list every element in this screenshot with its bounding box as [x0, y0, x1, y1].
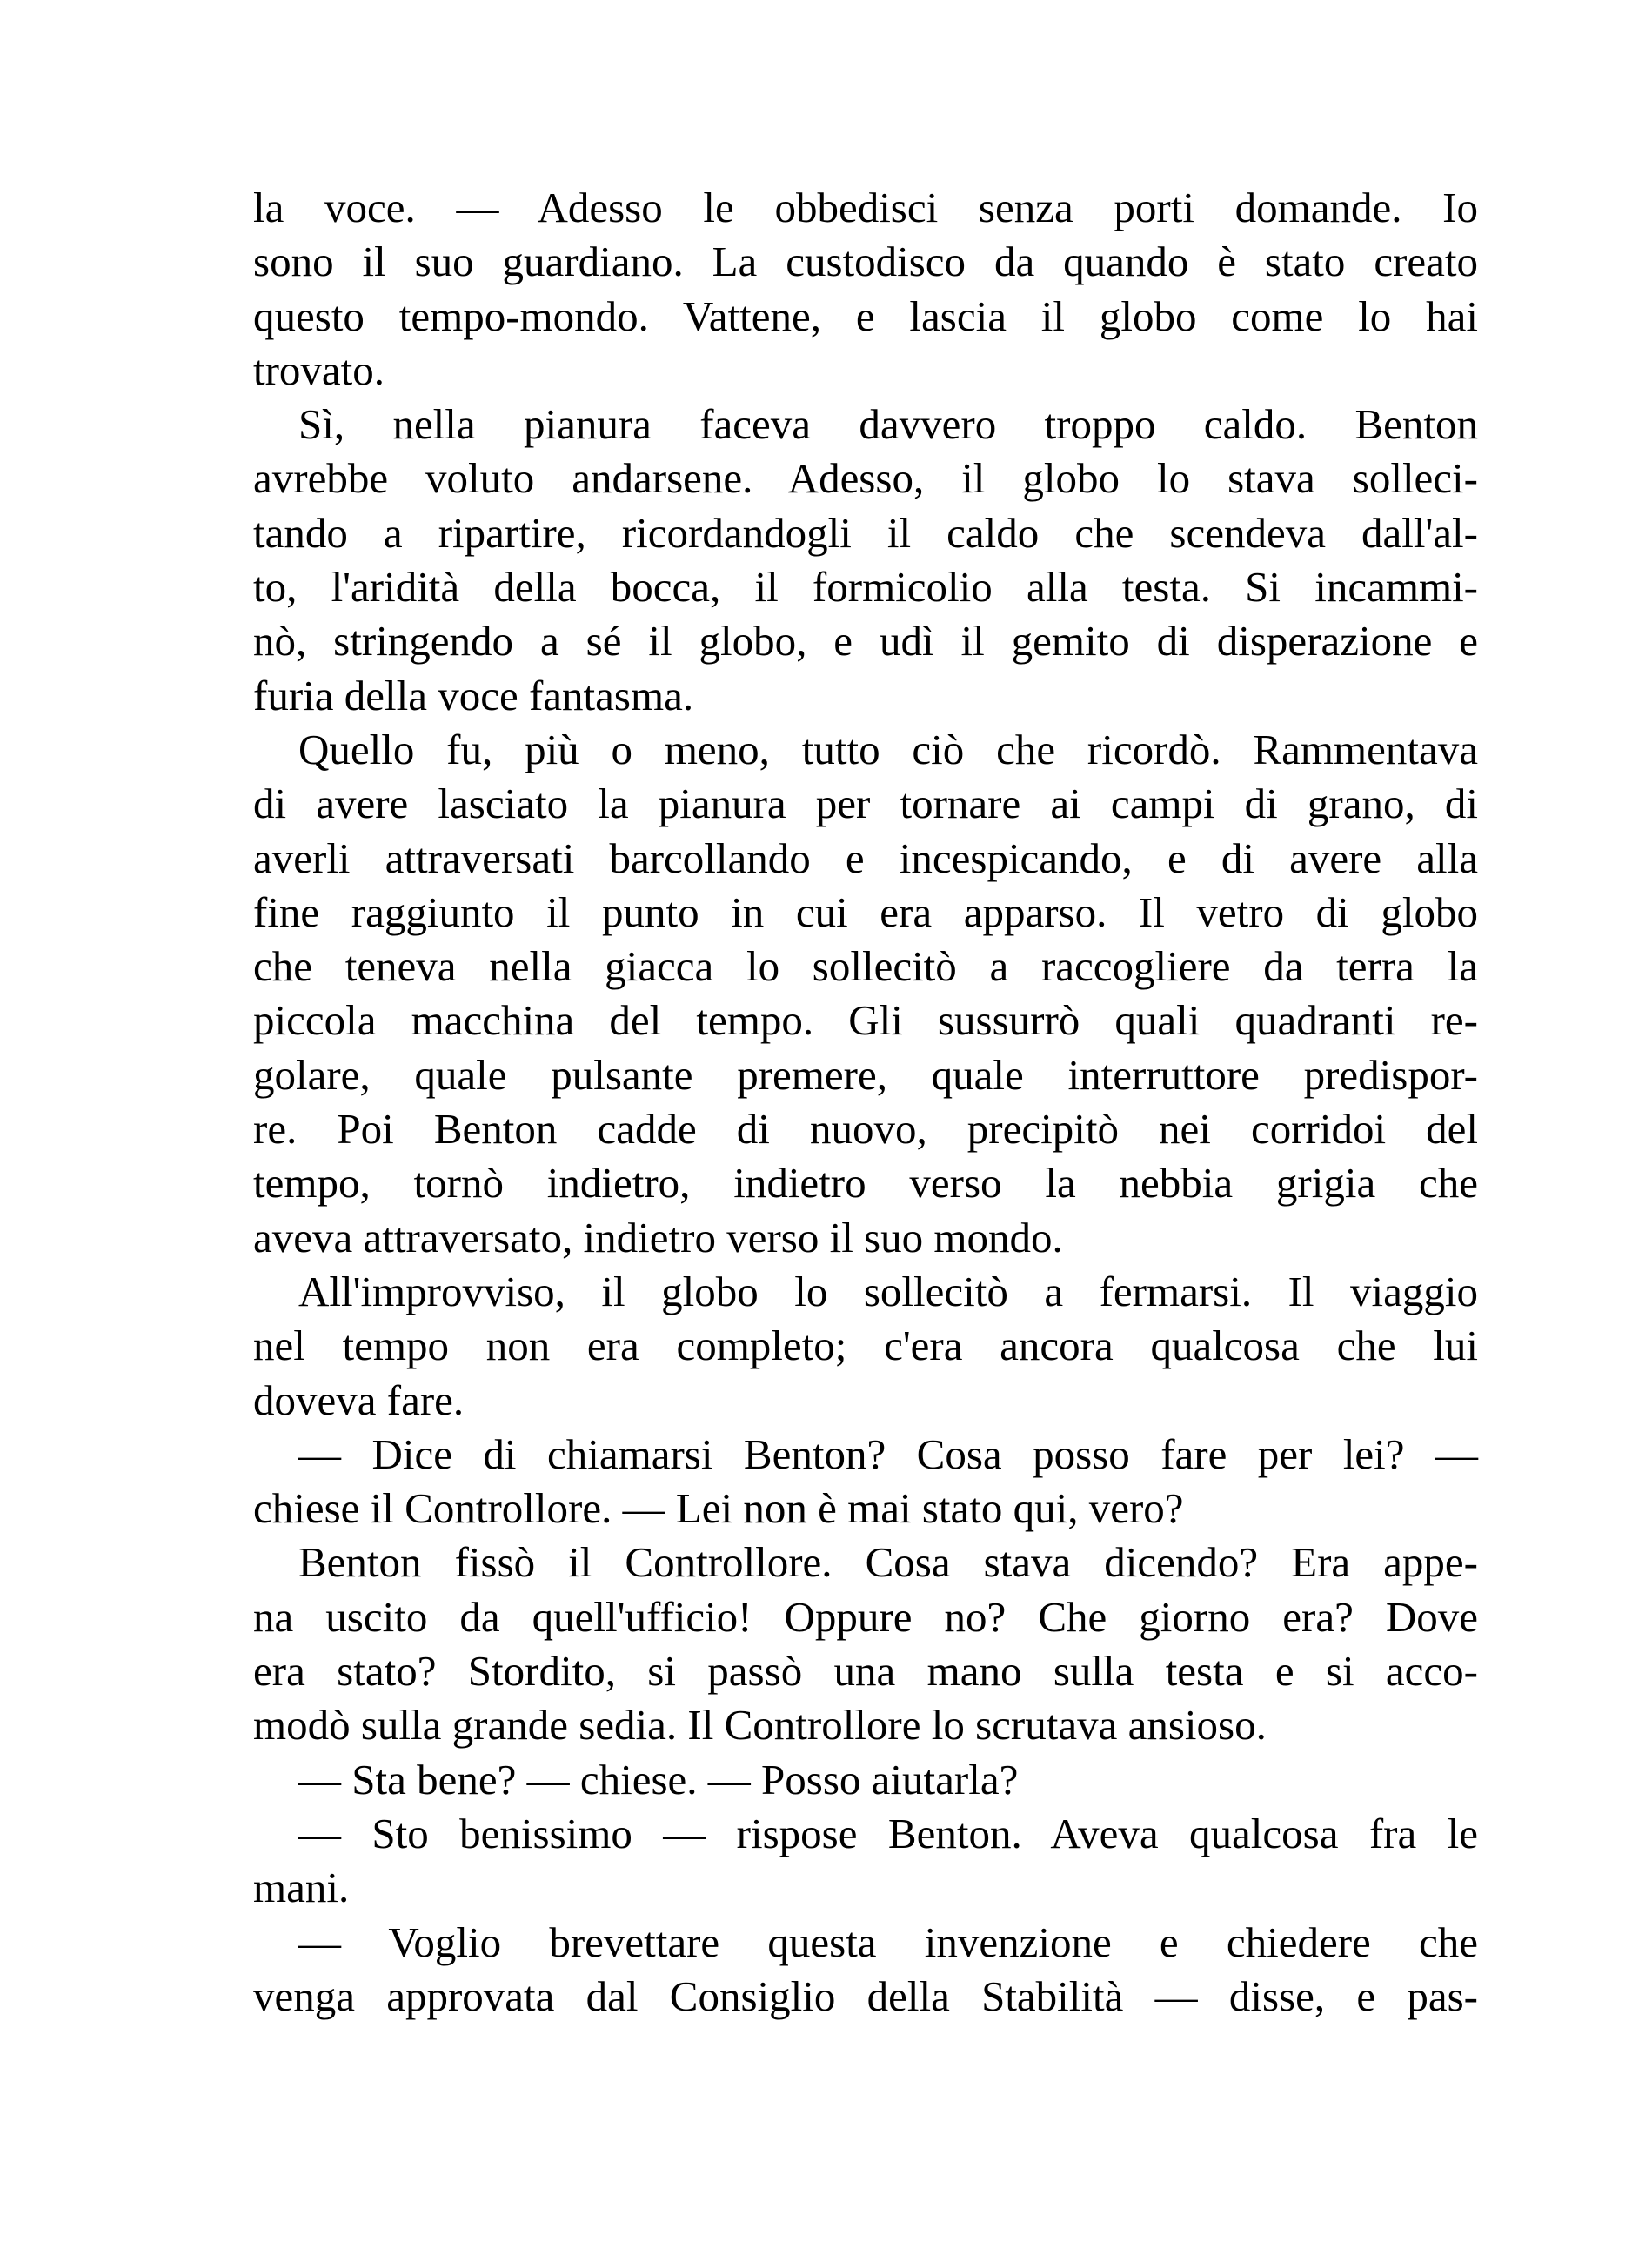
text-line: furia della voce fantasma.: [253, 671, 694, 719]
text-line: na uscito da quell'ufficio! Oppure no? Che giorno era? Dove: [253, 1592, 1478, 1641]
text-line: sono il suo guardiano. La custodisco da quando è stato creato: [253, 238, 1478, 286]
text-line: trovato.: [253, 345, 385, 394]
text-line: piccola macchina del tempo. Gli sussurrò quali quadranti re-: [253, 996, 1478, 1045]
text-line: All'improvviso, il globo lo sollecitò a fermarsi. Il viaggio: [298, 1267, 1478, 1315]
text-line: mani.: [253, 1864, 350, 1912]
text-line: nò, stringendo a sé il globo, e udì il gemito di disperazione e: [253, 617, 1478, 666]
text-line: avrebbe voluto andarsene. Adesso, il globo lo stava solleci-: [253, 454, 1478, 503]
text-line: questo tempo-mondo. Vattene, e lascia il globo come lo hai: [253, 291, 1478, 340]
text-line: di avere lasciato la pianura per tornare ai campi di grano, di: [253, 780, 1478, 828]
text-line: — Voglio brevettare questa invenzione e chiedere che: [298, 1917, 1478, 1966]
book-page-text: [253, 181, 1478, 2024]
text-line: fine raggiunto il punto in cui era apparso. Il vetro di globo: [253, 887, 1478, 936]
text-line: golare, quale pulsante premere, quale interruttore predispor-: [253, 1050, 1478, 1099]
text-line: chiese il Controllore. — Lei non è mai stato qui, vero?: [253, 1484, 1184, 1533]
text-line: che teneva nella giacca lo sollecitò a raccogliere da terra la: [253, 942, 1478, 991]
text-line: tempo, tornò indietro, indietro verso la nebbia grigia che: [253, 1159, 1478, 1208]
text-line: modò sulla grande sedia. Il Controllore lo scrutava ansioso.: [253, 1701, 1267, 1750]
text-line: — Dice di chiamarsi Benton? Cosa posso fare per lei? —: [298, 1429, 1478, 1478]
text-line: Sì, nella pianura faceva davvero troppo caldo. Benton: [298, 400, 1478, 449]
text-line: doveva fare.: [253, 1375, 465, 1424]
text-line: la voce. — Adesso le obbedisci senza porti domande. Io: [253, 184, 1478, 231]
text-line: tando a ripartire, ricordandogli il caldo che scendeva dall'al-: [253, 508, 1478, 557]
text-line: — Sto benissimo — rispose Benton. Aveva qualcosa fra le: [298, 1809, 1478, 1857]
text-line: — Sta bene? — chiese. — Posso aiutarla?: [298, 1755, 1019, 1803]
text-line: averli attraversati barcollando e incespicando, e di avere alla: [253, 833, 1478, 882]
text-line: to, l'aridità della bocca, il formicolio alla testa. Si incammi-: [253, 563, 1478, 612]
text-line: Benton fissò il Controllore. Cosa stava dicendo? Era appe-: [298, 1538, 1478, 1587]
text-line: re. Poi Benton cadde di nuovo, precipitò nei corridoi del: [253, 1105, 1478, 1154]
text-line: Quello fu, più o meno, tutto ciò che ricordò. Rammentava: [298, 725, 1478, 773]
text-line: aveva attraversato, indietro verso il suo mondo.: [253, 1213, 1063, 1261]
text-line: nel tempo non era completo; c'era ancora qualcosa che lui: [253, 1322, 1478, 1370]
text-line: venga approvata dal Consiglio della Stabilità — disse, e pas-: [253, 1971, 1478, 2020]
text-line: era stato? Stordito, si passò una mano sulla testa e si acco-: [253, 1647, 1478, 1696]
